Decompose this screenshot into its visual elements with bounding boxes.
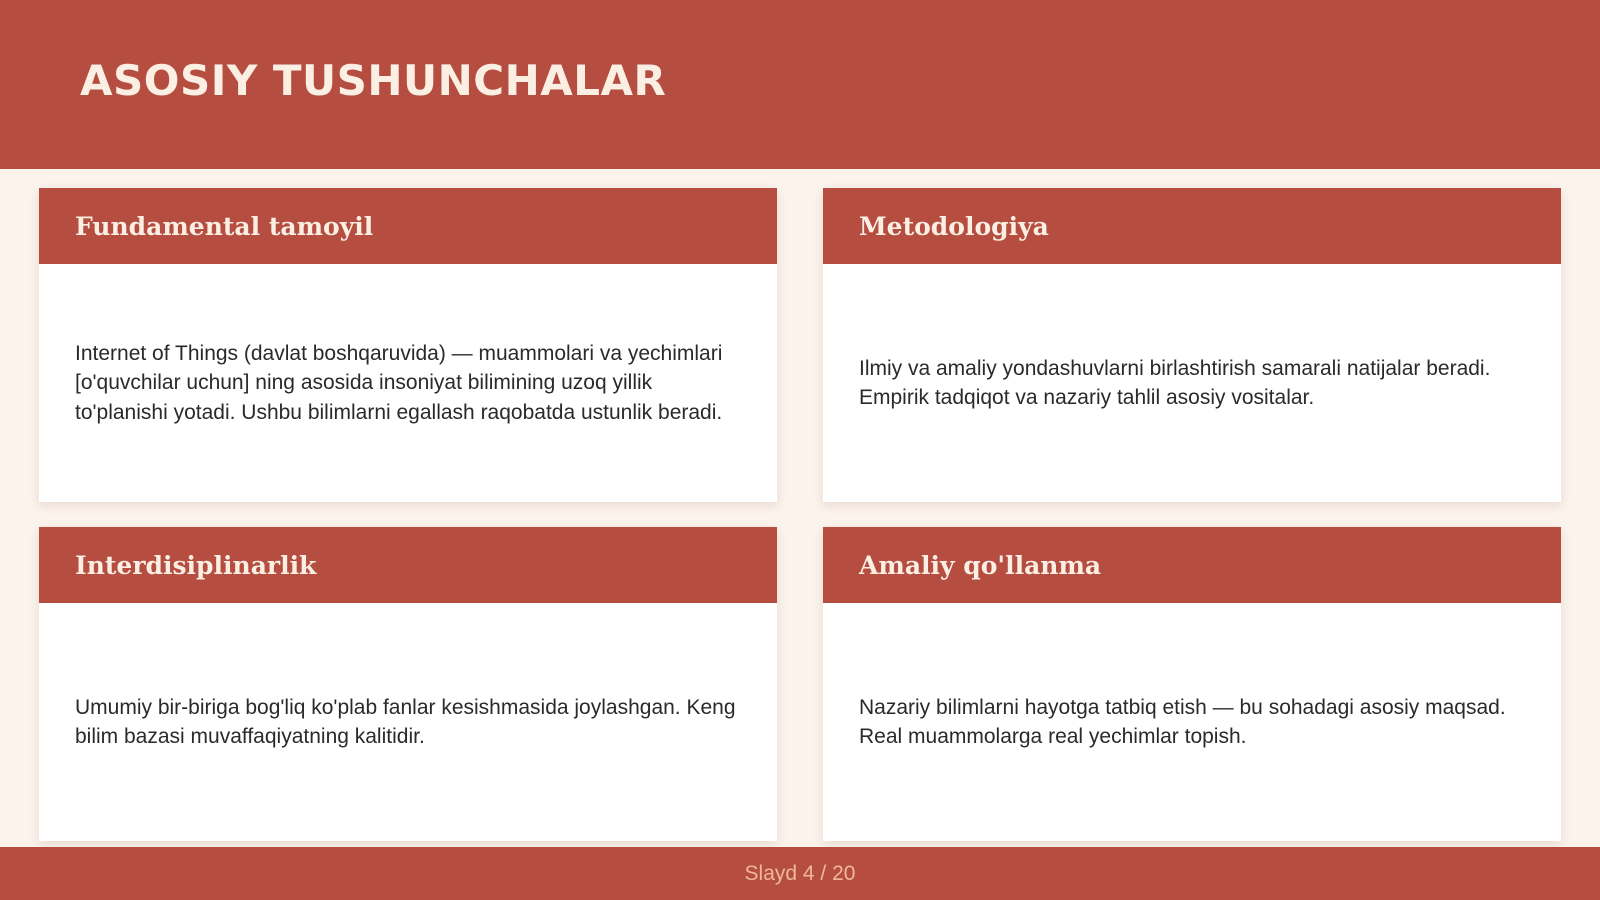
card-body <box>823 264 1561 502</box>
slide-title: ASOSIY TUSHUNCHALAR <box>80 56 667 105</box>
card-text: Internet of Things (davlat boshqaruvida) — muammolari va yechimlari [o'quvchilar uchun] ning asosida insoniyat bilimining uzoq yillik to'planishi yotadi. Ushbu bilimlarni egallash raqobatda ustunlik beradi. <box>75 341 723 424</box>
concept-card-methodology <box>823 188 1561 502</box>
card-header <box>39 527 777 603</box>
card-title: Fundamental tamoyil <box>75 211 374 241</box>
card-header <box>823 188 1561 264</box>
concept-card-fundamental <box>39 188 777 502</box>
card-header <box>39 188 777 264</box>
slide-header <box>0 0 1600 169</box>
concept-card-interdisciplinary <box>39 527 777 841</box>
slide-counter: Slayd 4 / 20 <box>744 861 856 885</box>
concept-card-practical <box>823 527 1561 841</box>
card-body <box>39 264 777 502</box>
card-title: Amaliy qo'llanma <box>859 550 1102 580</box>
slide-footer <box>0 847 1600 900</box>
card-title: Metodologiya <box>859 211 1049 241</box>
card-body <box>823 603 1561 841</box>
card-text: Ilmiy va amaliy yondashuvlarni birlashtirish samarali natijalar beradi. Empirik tadqiqot va nazariy tahlil asosiy vositalar. <box>859 356 1491 409</box>
card-title: Interdisiplinarlik <box>75 550 317 580</box>
card-text: Nazariy bilimlarni hayotga tatbiq etish — bu sohadagi asosiy maqsad. Real muammolarga real yechimlar topish. <box>859 695 1506 748</box>
card-text: Umumiy bir-biriga bog'liq ko'plab fanlar kesishmasida joylashgan. Keng bilim bazasi muvaffaqiyatning kalitidir. <box>75 695 736 748</box>
card-body <box>39 603 777 841</box>
card-header <box>823 527 1561 603</box>
